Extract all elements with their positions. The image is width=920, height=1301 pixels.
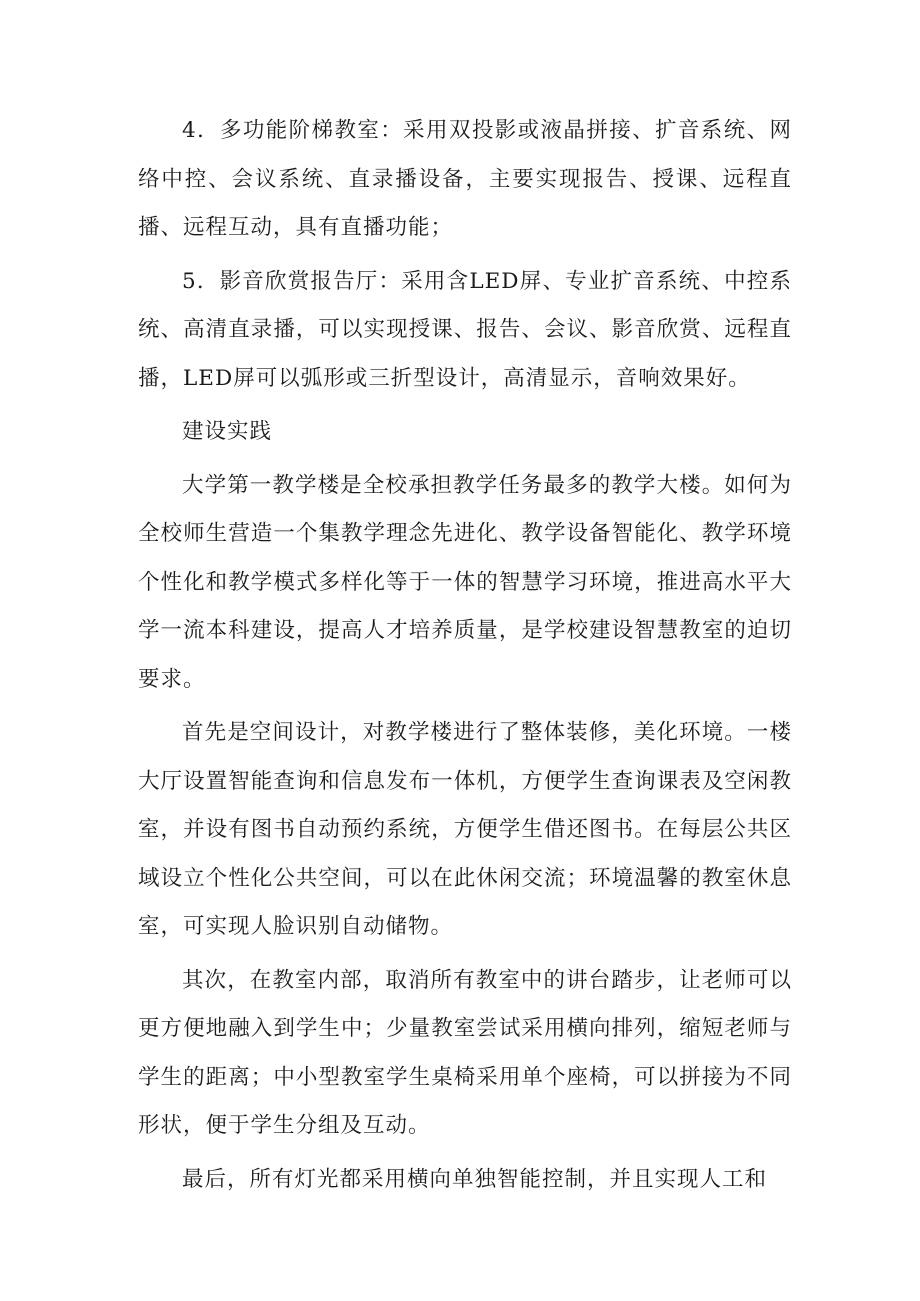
paragraph-audio-video-report-hall: 5．影音欣赏报告厅：采用含LED屏、专业扩音系统、中控系统、高清直录播，可以实现授课、报告、会议、影音欣赏、远程直播，LED屏可以弧形或三折型设计，高清显示，音响效果好。 <box>138 268 792 391</box>
paragraph-lighting-control: 最后，所有灯光都采用横向单独智能控制，并且实现人工和 <box>182 1166 768 1192</box>
paragraph-first-teaching-building: 大学第一教学楼是全校承担教学任务最多的教学大楼。如何为全校师生营造一个集教学理念先进化、教学设备智能化、教学环境个性化和教学模式多样化等于一体的智慧学习环境，推进高水平大学一流本科建设，提高人才培养质量，是学校建设智慧教室的迫切要求。 <box>138 472 792 692</box>
paragraph-space-design: 首先是空间设计，对教学楼进行了整体装修，美化环境。一楼大厅设置智能查询和信息发布一体机，方便学生查询课表及空闲教室，并设有图书自动预约系统，方便学生借还图书。在每层公共区域设立个性化公共空间，可以在此休闲交流；环境温馨的教室休息室，可实现人脸识别自动储物。 <box>138 720 792 939</box>
paragraph-classroom-interior: 其次，在教室内部，取消所有教室中的讲台踏步，让老师可以更方便地融入到学生中；少量教室尝试采用横向排列，缩短老师与学生的距离；中小型教室学生桌椅采用单个座椅，可以拼接为不同形状，便于学生分组及互动。 <box>138 967 792 1138</box>
document-body <box>138 107 792 1209</box>
section-heading-construction-practice: 建设实践 <box>182 419 273 444</box>
paragraph-multifunction-lecture-hall: 4．多功能阶梯教室：采用双投影或液晶拼接、扩音系统、网络中控、会议系统、直录播设备，主要实现报告、授课、远程直播、远程互动，具有直播功能； <box>138 118 792 240</box>
